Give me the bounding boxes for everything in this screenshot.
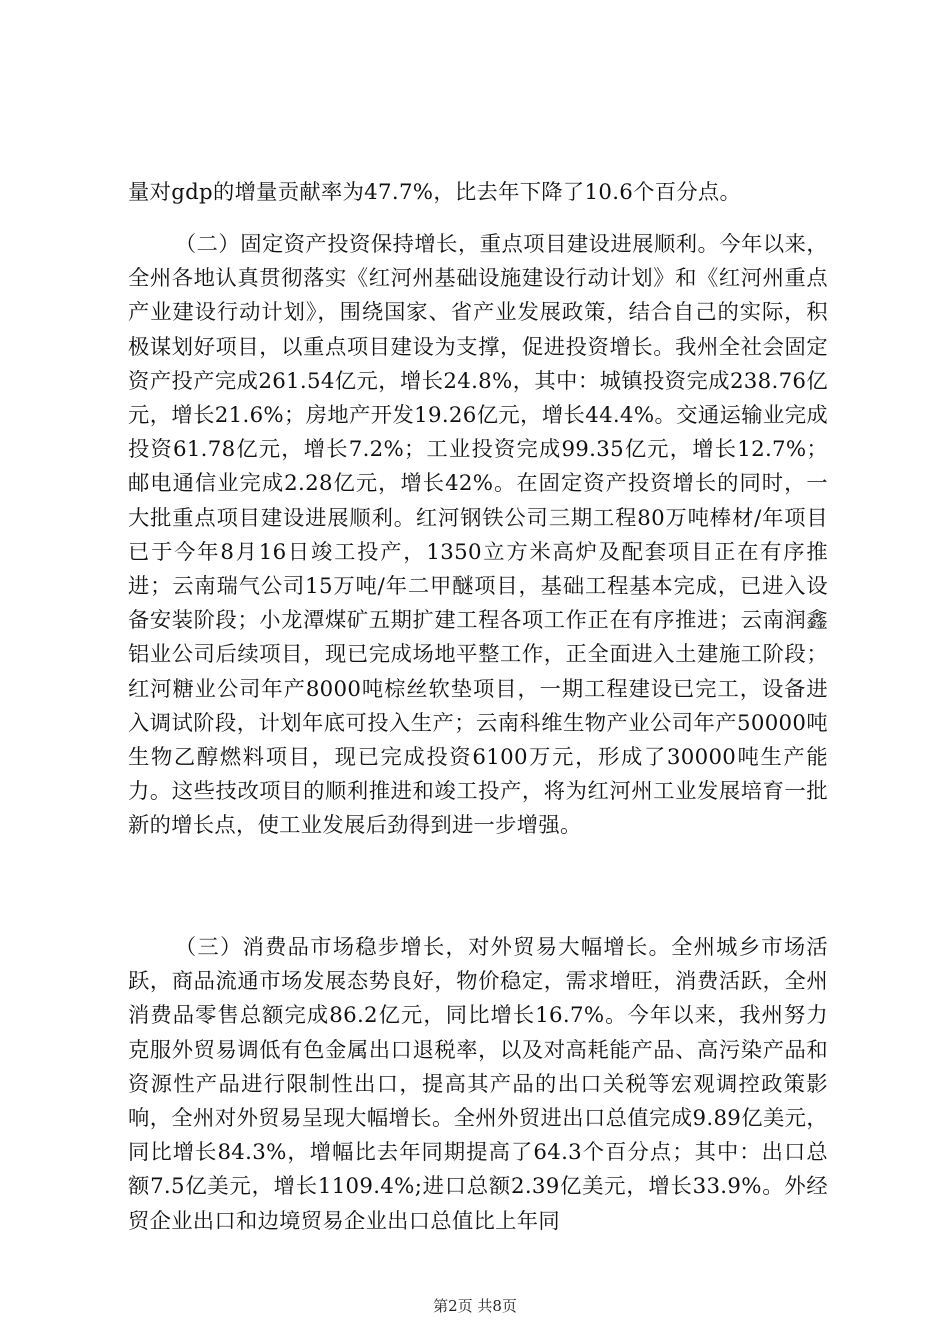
paragraph-gdp-contribution: 量对gdp的增量贡献率为47.7%，比去年下降了10.6个百分点。 — [128, 180, 742, 205]
page-number-footer: 第2页 共8页 — [433, 1297, 517, 1315]
paragraph-fixed-asset-investment: （二）固定资产投资保持增长，重点项目建设进展顺利。今年以来，全州各地认真贯彻落实《红河州基础设施建设行动计划》和《红河州重点产业建设行动计划》，围绕国家、省产业发展政策，结合自己的实际，积极谋划好项目，以重点项目建设为支撑，促进投资增长。我州全社会固定资产投产完成261.54亿元，增长24.8%，其中：城镇投资完成238.76亿元，增长21.6%；房地产开发19.26亿元，增长44.4%。交通运输业完成投资61.78亿元，增长7.2%；工业投资完成99.35亿元，增长12.7%；邮电通信业完成2.28亿元，增长42%。在固定资产投资增长的同时，一大批重点项目建设进展顺利。红河钢铁公司三期工程80万吨棒材/年项目已于今年8月16日竣工投产，1350立方米高炉及配套项目正在有序推进；云南瑞气公司15万吨/年二甲醚项目，基础工程基本完成，已进入设备安装阶段；小龙潭煤矿五期扩建工程各项工作正在有序推进；云南润鑫铝业公司后续项目，现已完成场地平整工作，正全面进入土建施工阶段；红河糖业公司年产8000吨棕丝软垫项目，一期工程建设已完工，设备进入调试阶段，计划年底可投入生产；云南科维生物产业公司年产50000吨生物乙醇燃料项目，现已完成投资6100万元，形成了30000吨生产能力。这些技改项目的顺利推进和竣工投产，将为红河州工业发展培育一批新的增长点，使工业发展后劲得到进一步增强。 — [128, 232, 828, 839]
paragraph-consumer-market-trade: （三）消费品市场稳步增长，对外贸易大幅增长。全州城乡市场活跃，商品流通市场发展态势良好，物价稳定，需求增旺，消费活跃，全州消费品零售总额完成86.2亿元，同比增长16.7%。今年以来，我州努力克服外贸易调低有色金属出口退税率，以及对高耗能产品、高污染产品和资源性产品进行限制性出口，提高其产品的出口关税等宏观调控政策影响，全州对外贸易呈现大幅增长。全州外贸进出口总值完成9.89亿美元，同比增长84.3%，增幅比去年同期提高了64.3个百分点；其中：出口总额7.5亿美元，增长1109.4%;进口总额2.39亿美元，增长33.9%。外经贸企业出口和边境贸易企业出口总值比上年同 — [128, 935, 828, 1234]
